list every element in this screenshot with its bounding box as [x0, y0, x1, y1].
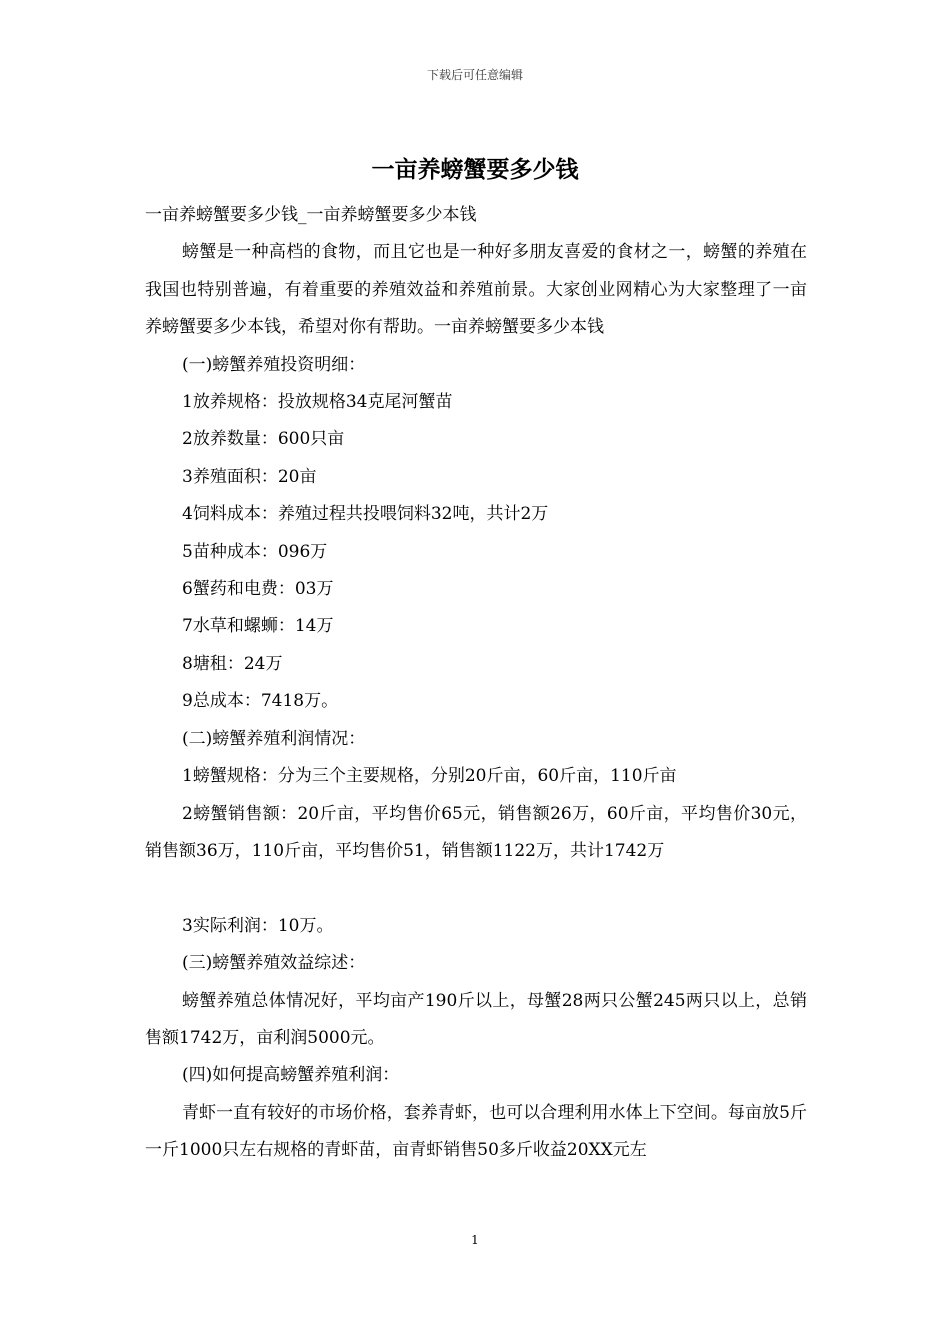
section4-heading: (四)如何提高螃蟹养殖利润：	[182, 1065, 400, 1086]
list-item: 7水草和螺蛳：14万	[182, 616, 334, 637]
section2-heading: (二)螃蟹养殖利润情况：	[182, 728, 366, 749]
section4-paragraph: 青虾一直有较好的市场价格，套养青虾，也可以合理利用水体上下空间。每亩放5斤一斤1000只左右规格的青虾苗，亩青虾销售50多斤收益20XX元左	[145, 1102, 807, 1161]
list-item: 4饲料成本：养殖过程共投喂饲料32吨，共计2万	[182, 504, 549, 525]
list-item: 3实际利润：10万。	[182, 915, 334, 936]
section3-paragraph: 螃蟹养殖总体情况好，平均亩产190斤以上，母蟹28两只公蟹245两只以上，总销售额1742万，亩利润5000元。	[145, 990, 807, 1048]
list-item: 1放养规格：投放规格34克尾河蟹苗	[182, 392, 453, 413]
section1-heading: (一)螃蟹养殖投资明细：	[182, 354, 366, 375]
list-item: 6蟹药和电费：03万	[182, 579, 334, 600]
blank-line	[145, 870, 807, 907]
subtitle: 一亩养螃蟹要多少钱_一亩养螃蟹要多少本钱	[145, 205, 477, 225]
page-number: 1	[471, 1233, 479, 1247]
list-item: 2螃蟹销售额：20斤亩，平均售价65元，销售额26万，60斤亩，平均售价30元，销售额36万，110斤亩，平均售价51，销售额1122万，共计1742万	[145, 803, 807, 861]
document-body	[145, 197, 807, 1170]
section3-heading: (三)螃蟹养殖效益综述：	[182, 953, 366, 974]
list-item: 2放养数量：600只亩	[182, 429, 345, 450]
page-header: 下载后可任意编辑	[426, 68, 523, 82]
list-item: 9总成本：7418万。	[182, 691, 339, 712]
list-item: 1螃蟹规格：分为三个主要规格，分别20斤亩，60斤亩，110斤亩	[182, 766, 677, 787]
document-title: 一亩养螃蟹要多少钱	[371, 156, 579, 183]
list-item: 5苗种成本：096万	[182, 541, 328, 562]
list-item: 8塘租：24万	[182, 653, 283, 674]
list-item: 3养殖面积：20亩	[182, 466, 317, 487]
intro-paragraph: 螃蟹是一种高档的食物，而且它也是一种好多朋友喜爱的食材之一，螃蟹的养殖在我国也特别普遍，有着重要的养殖效益和养殖前景。大家创业网精心为大家整理了一亩养螃蟹要多少本钱，希望对你有帮助。一亩养螃蟹要多少本钱	[145, 242, 807, 338]
